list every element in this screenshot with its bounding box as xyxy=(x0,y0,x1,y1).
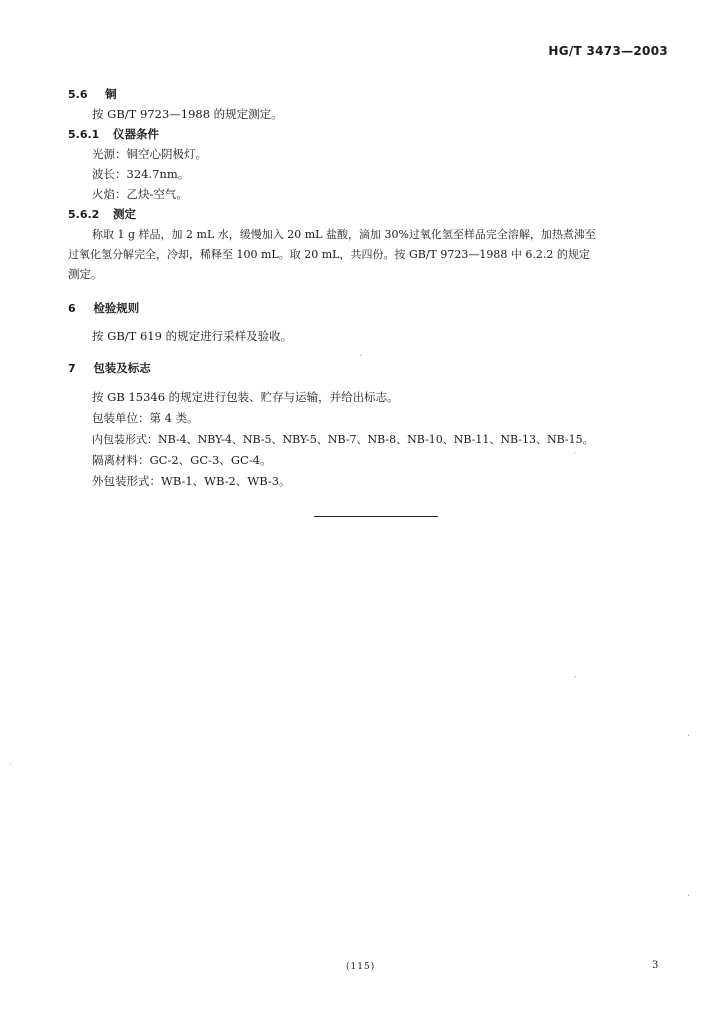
page-number: 3 xyxy=(652,960,659,971)
section-5-6-body: 按 GB/T 9723—1988 的规定测定。 xyxy=(92,107,283,121)
folio-number: (115) xyxy=(346,962,376,972)
scan-speck xyxy=(360,355,361,356)
packaging-line-2: 包装单位：第 4 类。 xyxy=(92,411,199,425)
packaging-line-4: 隔离材料：GC-2、GC-3、GC-4。 xyxy=(92,453,272,467)
section-number: 5.6.2 xyxy=(68,208,100,221)
section-number: 7 xyxy=(68,362,76,375)
procedure-line-2: 过氧化氢分解完全，冷却，稀释至 100 mL。取 20 mL，共四份。按 GB/T 9723—1988 中 6.2.2 的规定 xyxy=(68,248,590,261)
section-6-heading xyxy=(0,300,139,316)
section-7-heading xyxy=(0,360,151,376)
section-number: 6 xyxy=(68,302,76,315)
instrument-line-3: 火焰：乙炔-空气。 xyxy=(92,187,188,201)
procedure-line-3: 测定。 xyxy=(68,267,103,281)
scan-speck xyxy=(10,764,11,765)
section-5-6-heading xyxy=(0,86,117,102)
procedure-line-1: 称取 1 g 样品，加 2 mL 水，缓慢加入 20 mL 盐酸，滴加 30%过氧化氢至样品完全溶解，加热煮沸至 xyxy=(92,228,596,241)
scan-speck xyxy=(575,676,576,677)
section-title: 仪器条件 xyxy=(112,127,159,141)
packaging-line-5: 外包装形式：WB-1、WB-2、WB-3。 xyxy=(92,474,291,488)
instrument-line-1: 光源：铜空心阴极灯。 xyxy=(92,147,207,161)
end-rule xyxy=(314,516,438,517)
section-5-6-2-heading xyxy=(0,206,136,222)
document-code: HG/T 3473—2003 xyxy=(548,44,668,58)
packaging-line-3: 内包装形式：NB-4、NBY-4、NB-5、NBY-5、NB-7、NB-8、NB-10、NB-11、NB-13、NB-15。 xyxy=(92,433,594,446)
section-5-6-1-heading xyxy=(0,126,159,142)
section-number: 5.6 xyxy=(68,88,88,101)
section-title: 检验规则 xyxy=(93,301,140,315)
section-number: 5.6.1 xyxy=(68,128,100,141)
section-6-body: 按 GB/T 619 的规定进行采样及验收。 xyxy=(92,329,293,343)
scan-speck xyxy=(574,452,575,453)
scan-speck xyxy=(688,735,689,736)
section-title: 包装及标志 xyxy=(93,361,151,375)
section-title: 测定 xyxy=(112,207,136,221)
section-title: 铜 xyxy=(105,87,117,101)
scan-speck xyxy=(688,895,689,896)
packaging-line-1: 按 GB 15346 的规定进行包装、贮存与运输，并给出标志。 xyxy=(92,390,399,404)
instrument-line-2: 波长：324.7nm。 xyxy=(92,167,190,181)
